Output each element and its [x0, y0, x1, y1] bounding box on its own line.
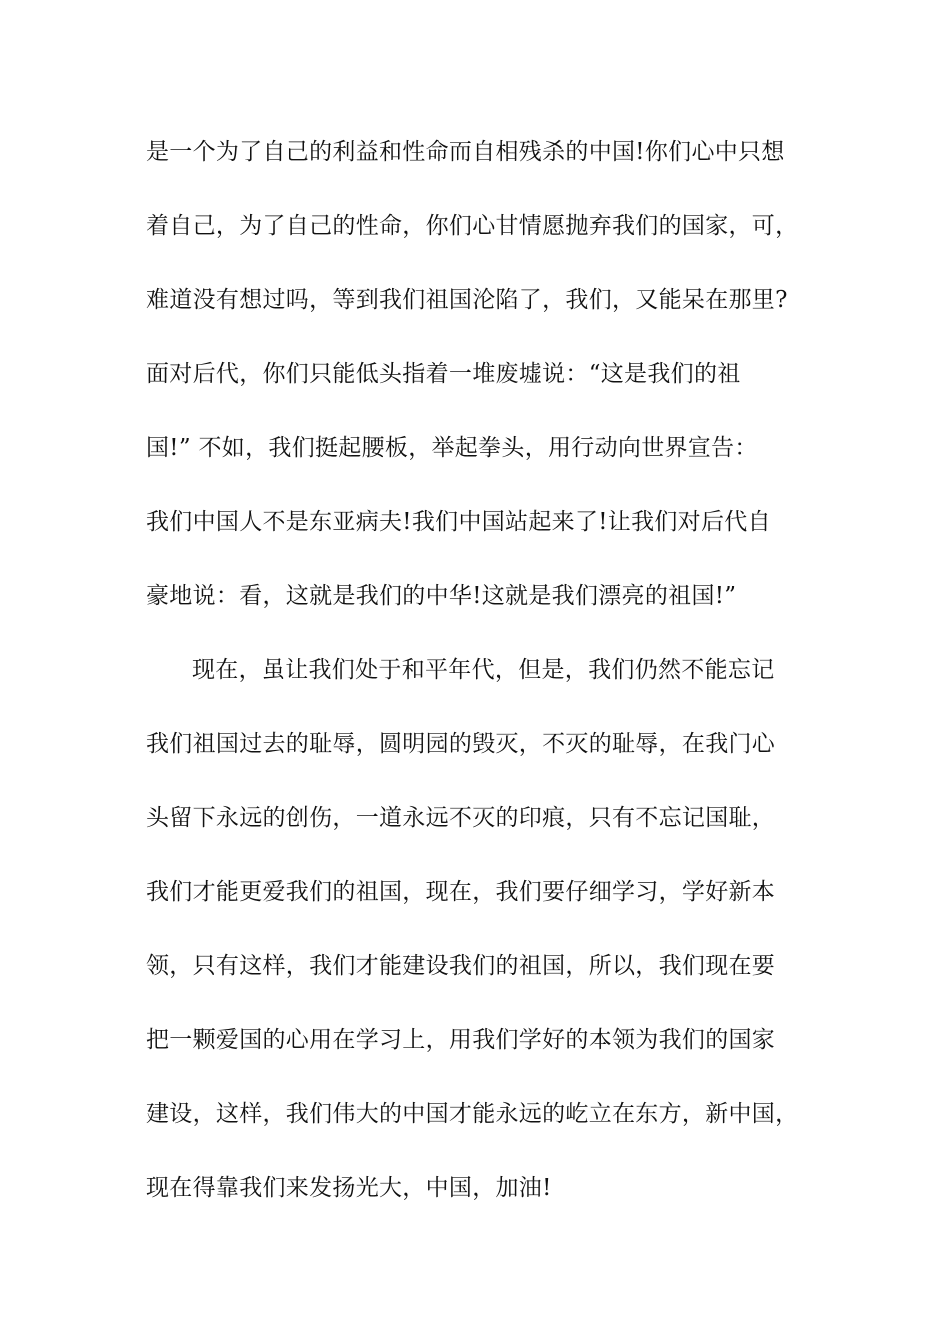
text-line: 我们才能更爱我们的祖国，现在，我们要仔细学习，学好新本 [146, 879, 776, 905]
body-text [146, 130, 836, 1240]
text-line: 难道没有想过吗，等到我们祖国沦陷了，我们，又能呆在那里? [146, 287, 788, 313]
text-line: 着自己，为了自己的性命，你们心甘情愿抛弃我们的国家，可， [146, 213, 799, 239]
text-line: 是一个为了自己的利益和性命而自相残杀的中国!你们心中只想 [146, 139, 785, 165]
paragraph-start-line: 现在，虽让我们处于和平年代，但是，我们仍然不能忘记 [192, 657, 775, 683]
text-line: 把一颗爱国的心用在学习上，用我们学好的本领为我们的国家 [146, 1027, 776, 1053]
text-line: 豪地说：看，这就是我们的中华!这就是我们漂亮的祖国!” [146, 583, 737, 609]
text-line: 现在得靠我们来发扬光大，中国，加油! [146, 1175, 552, 1201]
text-line: 我们中国人不是东亚病夫!我们中国站起来了!让我们对后代自 [146, 509, 771, 535]
text-line: 领，只有这样，我们才能建设我们的祖国，所以，我们现在要 [146, 953, 776, 979]
text-line: 我们祖国过去的耻辱，圆明园的毁灭，不灭的耻辱，在我门心 [146, 731, 776, 757]
text-line: 国!” 不如，我们挺起腰板，举起拳头，用行动向世界宣告： [146, 435, 758, 461]
text-line: 面对后代，你们只能低头指着一堆废墟说：“这是我们的祖 [146, 361, 741, 387]
text-line: 头留下永远的创伤，一道永远不灭的印痕，只有不忘记国耻， [146, 805, 776, 831]
text-line: 建设，这样，我们伟大的中国才能永远的屹立在东方，新中国， [146, 1101, 799, 1127]
